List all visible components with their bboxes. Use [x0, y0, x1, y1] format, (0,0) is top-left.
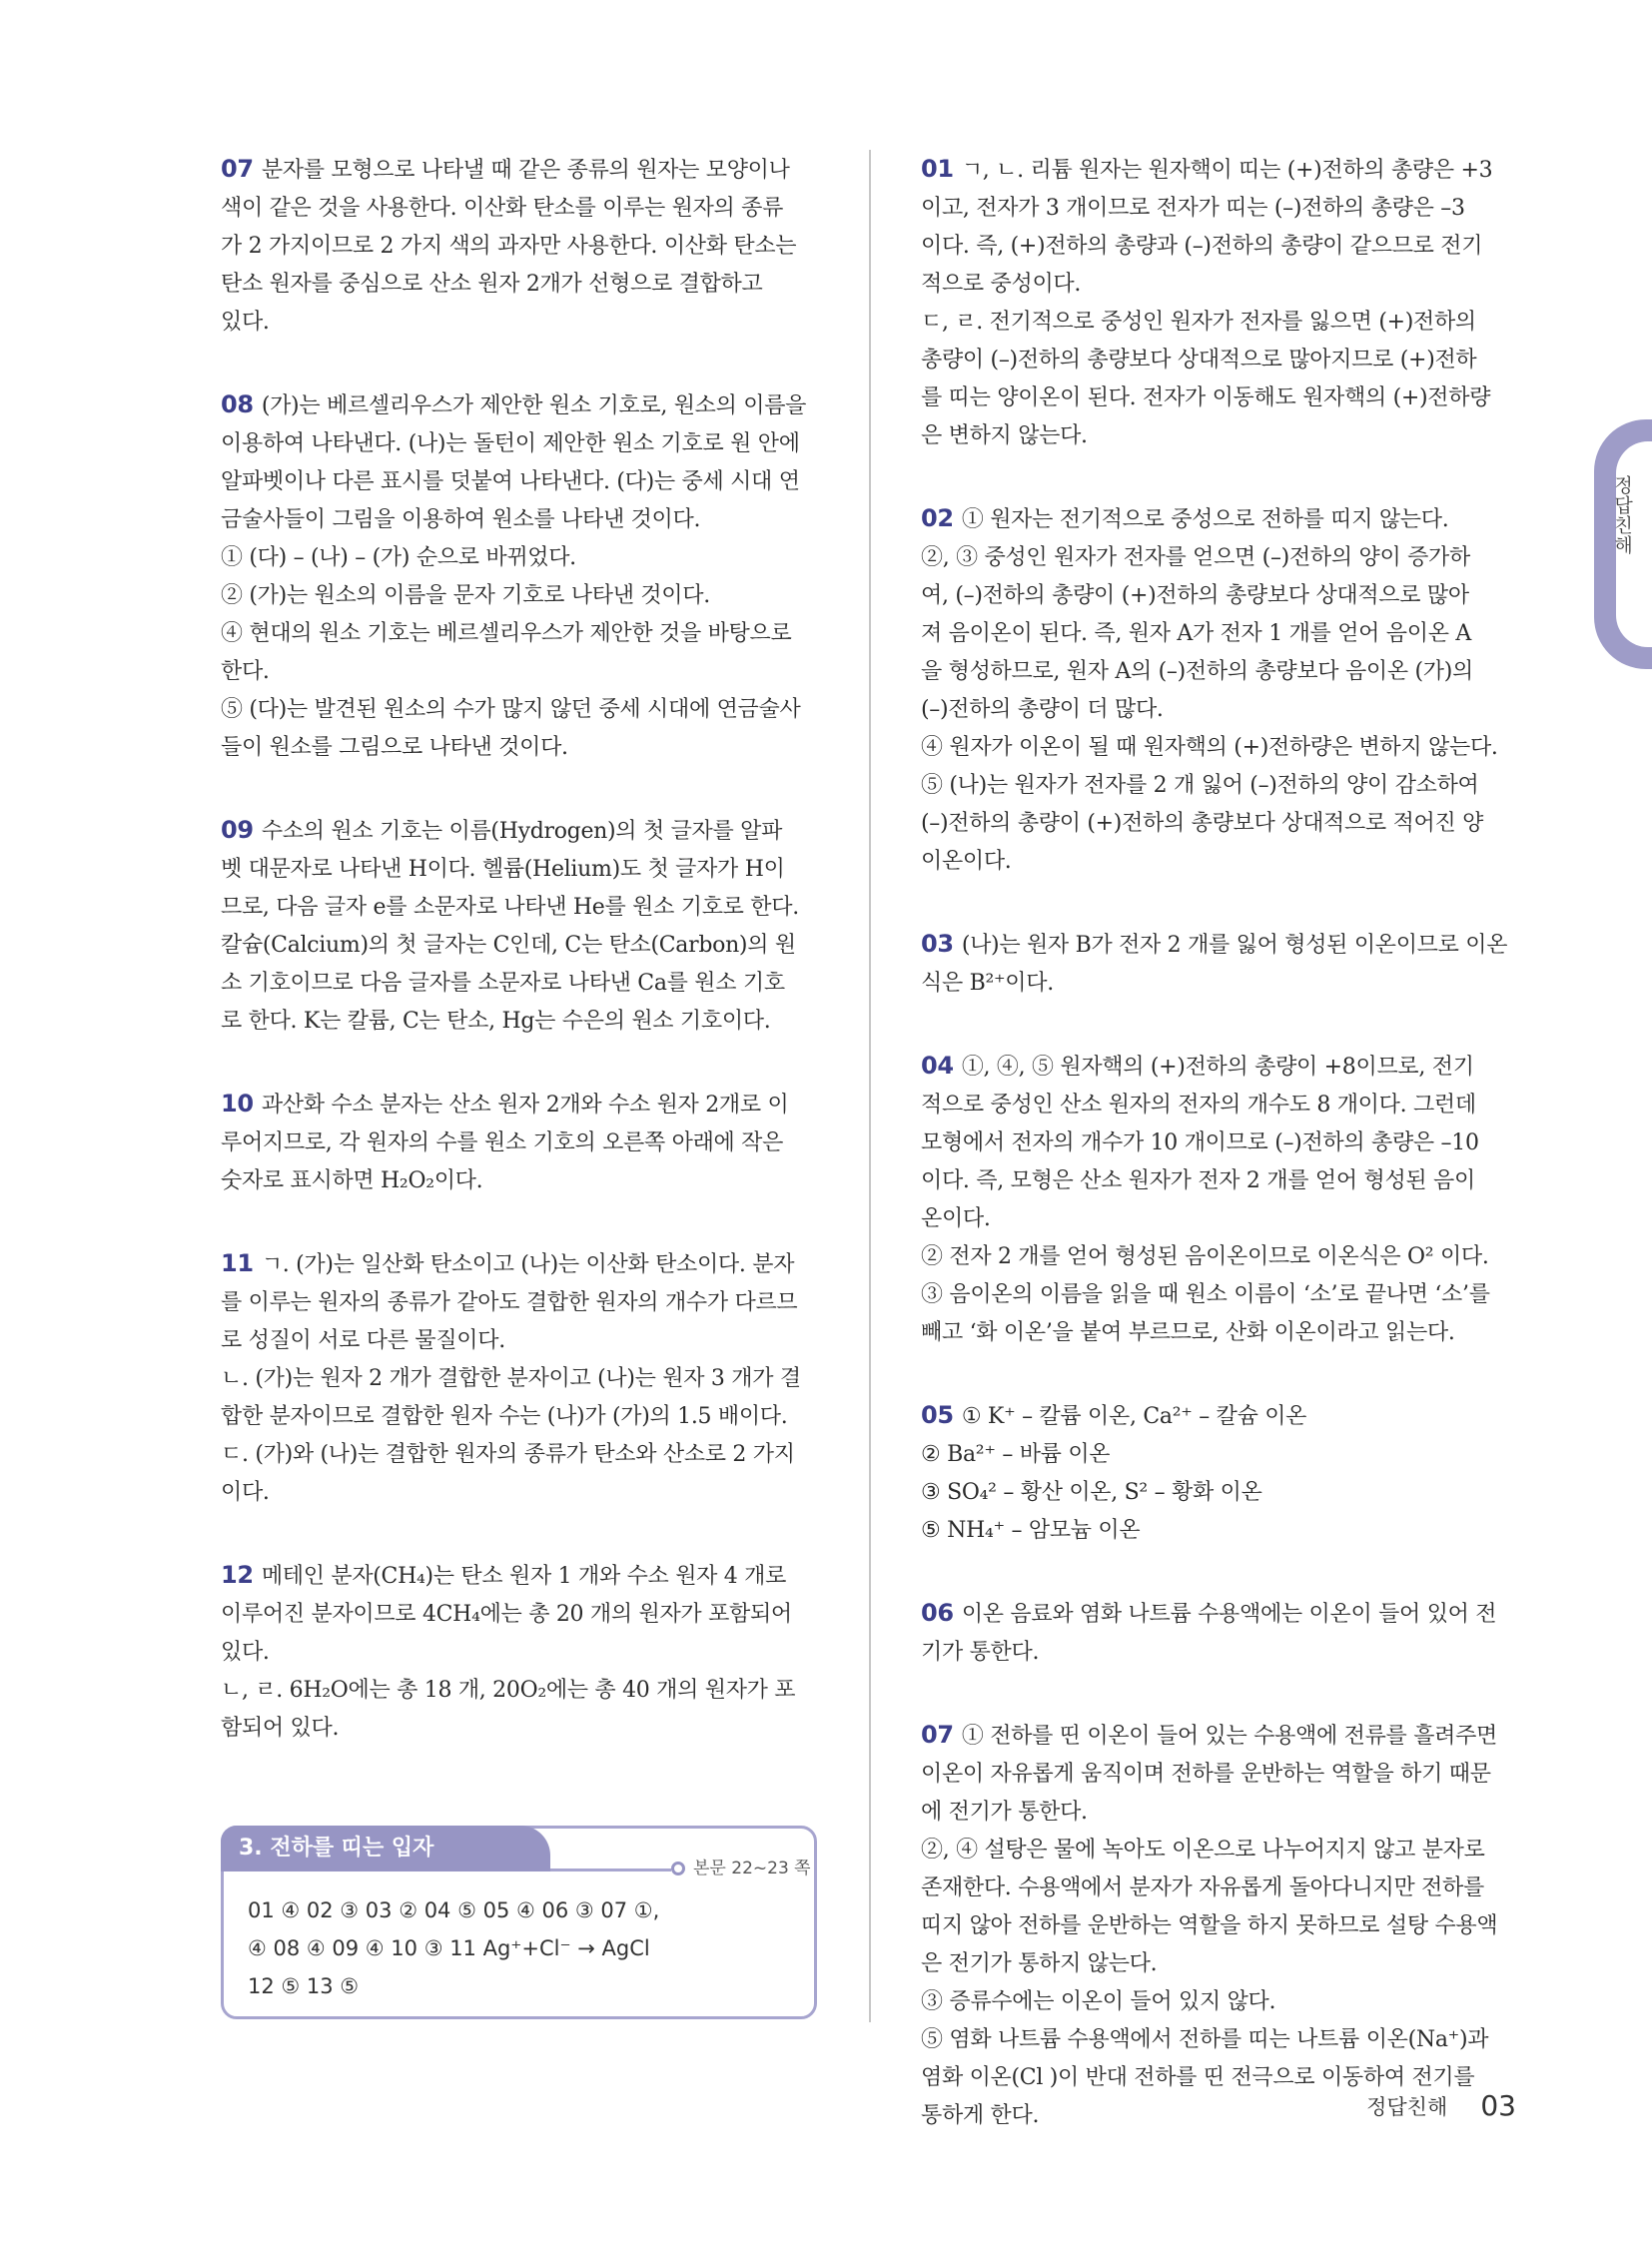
line-text: 로 성질이 서로 다른 물질이다. — [221, 1328, 505, 1353]
answer-entry — [921, 1047, 1518, 1352]
line-text: (–)전하의 총량이 (+)전하의 총량보다 상대적으로 적어진 양 — [921, 811, 1484, 836]
answer-text-line — [921, 1124, 1518, 1162]
line-text: ③ 증류수에는 이온이 들어 있지 않다. — [921, 1989, 1276, 2014]
answer-box-connector — [550, 1868, 671, 1871]
answer-box-content — [248, 1891, 807, 2005]
line-text: 염화 이온(Cl )이 반대 전하를 띤 전극으로 이동하여 전기를 — [921, 2065, 1475, 2090]
line-text: ⑤ (다)는 발견된 원소의 수가 많지 않던 중세 시대에 연금술사 — [221, 697, 801, 722]
answer-box-number: 3. — [239, 1836, 263, 1861]
line-text: 을 형성하므로, 원자 A의 (–)전하의 총량보다 음이온 (가)의 — [921, 659, 1473, 684]
line-text: 이온 음료와 염화 나트륨 수용액에는 이온이 들어 있어 전 — [961, 1602, 1497, 1627]
line-text: 온이다. — [921, 1206, 991, 1231]
line-text: ㄱ. (가)는 일산화 탄소이고 (나)는 이산화 탄소이다. 분자 — [261, 1252, 795, 1277]
answer-text-line — [221, 501, 818, 539]
line-text: 기가 통한다. — [921, 1640, 1040, 1665]
answer-text-line — [921, 1634, 1518, 1672]
answer-text-line — [921, 1276, 1518, 1314]
answer-text-line — [221, 304, 818, 342]
question-number: 08 — [221, 390, 254, 418]
answer-text-line — [921, 1794, 1518, 1832]
line-text: ㄷ. (가)와 (나)는 결합한 원자의 종류가 탄소와 산소로 2 가지 — [221, 1442, 795, 1467]
answer-text-line — [221, 927, 818, 965]
column-divider — [869, 150, 871, 2022]
answer-text-line — [221, 150, 818, 190]
answer-text-line — [221, 1556, 818, 1596]
answer-text-line — [921, 925, 1518, 965]
line-text: ① 원자는 전기적으로 중성으로 전하를 띠지 않는다. — [961, 507, 1449, 532]
line-text: 수소의 원소 기호는 이름(Hydrogen)의 첫 글자를 알파 — [261, 819, 783, 844]
answer-line: 01 ④ 02 ③ 03 ② 04 ⑤ 05 ④ 06 ③ 07 ①, — [248, 1898, 660, 1922]
line-text: ④ 원자가 이온이 될 때 원자핵의 (+)전하량은 변하지 않는다. — [921, 735, 1498, 760]
question-number: 12 — [221, 1561, 254, 1589]
answer-entry — [921, 925, 1518, 1003]
line-text: ①, ④, ⑤ 원자핵의 (+)전하의 총량이 +8이므로, 전기 — [961, 1055, 1474, 1080]
answer-text-line — [221, 1474, 818, 1512]
answer-text-line — [921, 150, 1518, 190]
question-number: 01 — [921, 155, 954, 183]
line-text: ⑤ NH₄⁺ – 암모늄 이온 — [921, 1518, 1141, 1543]
answer-text-line — [221, 1634, 818, 1672]
answer-text-line — [921, 1314, 1518, 1352]
line-text: 이다. 즉, 모형은 산소 원자가 전자 2 개를 얻어 형성된 음이 — [921, 1168, 1475, 1193]
line-text: 식은 B²⁺이다. — [921, 971, 1054, 996]
question-number: 10 — [221, 1090, 254, 1118]
line-text: 이온이다. — [921, 849, 1012, 874]
line-text: 에 전기가 통한다. — [921, 1800, 1088, 1825]
line-text: ① K⁺ – 칼륨 이온, Ca²⁺ – 칼슘 이온 — [961, 1404, 1307, 1429]
answer-text-line — [921, 1238, 1518, 1276]
answer-text-line — [221, 729, 818, 767]
line-text: 이온이 자유롭게 움직이며 전하를 운반하는 역할을 하기 때문 — [921, 1762, 1491, 1787]
answer-text-line — [921, 1756, 1518, 1794]
line-text: (–)전하의 총량이 더 많다. — [921, 697, 1164, 722]
line-text: 모형에서 전자의 개수가 10 개이므로 (–)전하의 총량은 –10 — [921, 1130, 1479, 1155]
line-text: 알파벳이나 다른 표시를 덧붙여 나타낸다. (다)는 중세 시대 연 — [221, 469, 800, 494]
answer-text-line — [221, 1360, 818, 1398]
answer-text-line — [921, 577, 1518, 615]
answer-text-line — [221, 1398, 818, 1436]
answer-text-line — [221, 965, 818, 1003]
answer-text-line — [221, 539, 818, 577]
answer-text-line — [221, 425, 818, 463]
answer-text-line — [921, 1512, 1518, 1550]
question-number: 11 — [221, 1249, 254, 1277]
line-text: 띠지 않아 전하를 운반하는 역할을 하지 못하므로 설탕 수용액 — [921, 1913, 1498, 1938]
answer-text-line — [921, 539, 1518, 577]
line-text: 이고, 전자가 3 개이므로 전자가 띠는 (–)전하의 총량은 –3 — [921, 196, 1465, 221]
line-text: 총량이 (–)전하의 총량보다 상대적으로 많아지므로 (+)전하 — [921, 348, 1477, 373]
line-text: ㄷ, ㄹ. 전기적으로 중성인 원자가 전자를 잃으면 (+)전하의 — [921, 310, 1476, 335]
question-number: 07 — [221, 155, 254, 183]
line-text: 은 변하지 않는다. — [921, 423, 1088, 448]
answer-text-line — [921, 266, 1518, 304]
line-text: 통하게 한다. — [921, 2103, 1040, 2128]
answer-text-line — [921, 499, 1518, 539]
answer-text-line — [921, 342, 1518, 379]
answer-text-line — [921, 304, 1518, 342]
line-text: ④ 현대의 원소 기호는 베르셀리우스가 제안한 것을 바탕으로 — [221, 621, 792, 646]
question-number: 04 — [921, 1052, 954, 1080]
line-text: 루어지므로, 각 원자의 수를 원소 기호의 오른쪽 아래에 작은 — [221, 1130, 784, 1155]
answer-text-line — [221, 851, 818, 889]
line-text: ② Ba²⁺ – 바륨 이온 — [921, 1442, 1111, 1467]
answer-text-line — [921, 965, 1518, 1003]
page-number: 03 — [1480, 2089, 1516, 2122]
answer-text-line — [221, 1672, 818, 1710]
line-text: 로 한다. K는 칼륨, C는 탄소, Hg는 수은의 원소 기호이다. — [221, 1009, 771, 1034]
line-text: ② (가)는 원소의 이름을 문자 기호로 나타낸 것이다. — [221, 583, 710, 608]
answer-text-line — [221, 1322, 818, 1360]
line-text: ② 전자 2 개를 얻어 형성된 음이온이므로 이온식은 O² 이다. — [921, 1244, 1489, 1269]
answer-text-line — [921, 767, 1518, 805]
line-text: ②, ③ 중성인 원자가 전자를 얻으면 (–)전하의 양이 증가하 — [921, 545, 1470, 570]
answer-line: ④ 08 ④ 09 ④ 10 ③ 11 Ag⁺+Cl⁻ → AgCl — [248, 1936, 650, 1960]
answer-text-line — [921, 1594, 1518, 1634]
line-text: 빼고 ‘화 이온’을 붙여 부르므로, 산화 이온이라고 읽는다. — [921, 1320, 1455, 1345]
line-text: 여, (–)전하의 총량이 (+)전하의 총량보다 상대적으로 많아 — [921, 583, 1469, 608]
answer-entry — [921, 1716, 1518, 2135]
answer-text-line — [221, 1162, 818, 1200]
answer-text-line — [221, 889, 818, 927]
answer-text-line — [221, 653, 818, 691]
line-text: 이루어진 분자이므로 4CH₄에는 총 20 개의 원자가 포함되어 — [221, 1602, 792, 1627]
answer-text-line — [921, 729, 1518, 767]
line-text: ⑤ (나)는 원자가 전자를 2 개 잃어 (–)전하의 양이 감소하여 — [921, 773, 1479, 798]
answer-box-tab — [221, 1826, 550, 1871]
line-text: ⑤ 염화 나트륨 수용액에서 전하를 띠는 나트륨 이온(Na⁺)과 — [921, 2027, 1489, 2052]
answer-entry — [221, 150, 818, 342]
answer-text-line — [221, 811, 818, 851]
answer-entry — [921, 150, 1518, 455]
answer-text-line — [221, 1124, 818, 1162]
answer-line: 12 ⑤ 13 ⑤ — [248, 1974, 360, 1998]
line-text: 벳 대문자로 나타낸 H이다. 헬륨(Helium)도 첫 글자가 H이 — [221, 857, 785, 882]
answer-text-line — [921, 1869, 1518, 1907]
line-text: 들이 원소를 그림으로 나타낸 것이다. — [221, 735, 568, 760]
line-text: 함되어 있다. — [221, 1716, 340, 1741]
answer-text-line — [221, 1710, 818, 1748]
answer-text-line — [921, 1396, 1518, 1436]
line-text: ③ 음이온의 이름을 읽을 때 원소 이름이 ‘소’로 끝나면 ‘소’를 — [921, 1282, 1490, 1307]
footer-title: 정답친해 — [1366, 2094, 1448, 2119]
answer-text-line — [921, 228, 1518, 266]
line-text: 져 음이온이 된다. 즉, 원자 A가 전자 1 개를 얻어 음이온 A — [921, 621, 1471, 646]
answer-text-line — [221, 385, 818, 425]
left-column — [221, 150, 818, 1792]
answer-text-line — [221, 615, 818, 653]
line-text: 합한 분자이므로 결합한 원자 수는 (나)가 (가)의 1.5 배이다. — [221, 1404, 788, 1429]
answer-text-line — [221, 266, 818, 304]
answer-entry — [221, 1244, 818, 1512]
answer-box-reference — [671, 1856, 811, 1881]
answer-text-line — [221, 1436, 818, 1474]
answer-text-line — [221, 1284, 818, 1322]
answer-text-line — [921, 1945, 1518, 1983]
line-text: 를 띠는 양이온이 된다. 전자가 이동해도 원자핵의 (+)전하량 — [921, 385, 1491, 410]
question-number: 09 — [221, 816, 254, 844]
answer-text-line — [921, 843, 1518, 881]
answer-text-line — [221, 691, 818, 729]
answer-text-line — [921, 1047, 1518, 1087]
chapter-side-tab — [1594, 419, 1652, 669]
answer-text-line — [921, 1474, 1518, 1512]
line-text: 므로, 다음 글자 e를 소문자로 나타낸 He를 원소 기호로 한다. — [221, 895, 799, 920]
line-text: 숫자로 표시하면 H₂O₂이다. — [221, 1168, 483, 1193]
question-number: 05 — [921, 1401, 954, 1429]
answer-box-title: 전하를 띠는 입자 — [270, 1836, 434, 1861]
line-text: 과산화 수소 분자는 산소 원자 2개와 수소 원자 2개로 이 — [261, 1093, 789, 1118]
line-text: (가)는 베르셀리우스가 제안한 원소 기호로, 원소의 이름을 — [261, 393, 807, 418]
answer-text-line — [921, 1983, 1518, 2021]
answer-text-line — [921, 1087, 1518, 1124]
line-text: 소 기호이므로 다음 글자를 소문자로 나타낸 Ca를 원소 기호 — [221, 971, 785, 996]
line-text: 탄소 원자를 중심으로 산소 원자 2개가 선형으로 결합하고 — [221, 272, 763, 297]
line-text: 메테인 분자(CH₄)는 탄소 원자 1 개와 수소 원자 4 개로 — [261, 1564, 787, 1589]
line-text: ③ SO₄² – 황산 이온, S² – 황화 이온 — [921, 1480, 1262, 1505]
line-text: 적으로 중성인 산소 원자의 전자의 개수도 8 개이다. 그런데 — [921, 1093, 1476, 1118]
right-column — [921, 150, 1518, 2179]
line-text: ㄴ, ㄹ. 6H₂O에는 총 18 개, 20O₂에는 총 40 개의 원자가 포 — [221, 1678, 796, 1703]
answer-text-line — [221, 1596, 818, 1634]
answer-text-line — [921, 805, 1518, 843]
answer-text-line — [921, 190, 1518, 228]
question-number: 06 — [921, 1599, 954, 1627]
line-text: ㄴ. (가)는 원자 2 개가 결합한 분자이고 (나)는 원자 3 개가 결 — [221, 1366, 801, 1391]
answer-text-line — [921, 1716, 1518, 1756]
answer-entry — [221, 1085, 818, 1200]
answer-text-line — [221, 463, 818, 501]
line-text: 가 2 가지이므로 2 가지 색의 과자만 사용한다. 이산화 탄소는 — [221, 234, 797, 259]
side-tab-label: 정답친해 — [1611, 475, 1633, 555]
answer-text-line — [921, 1200, 1518, 1238]
answer-text-line — [921, 1832, 1518, 1869]
line-text: 존재한다. 수용액에서 분자가 자유롭게 돌아다니지만 전하를 — [921, 1875, 1484, 1900]
line-text: 칼슘(Calcium)의 첫 글자는 C인데, C는 탄소(Carbon)의 원 — [221, 933, 796, 958]
answer-text-line — [221, 1085, 818, 1124]
question-number: 07 — [921, 1721, 954, 1749]
answer-entry — [221, 1556, 818, 1748]
line-text: 있다. — [221, 310, 270, 335]
answer-text-line — [221, 1003, 818, 1041]
answer-entry — [221, 385, 818, 767]
line-text: 이용하여 나타낸다. (나)는 돌턴이 제안한 원소 기호로 원 안에 — [221, 431, 800, 456]
answer-text-line — [221, 577, 818, 615]
line-text: 있다. — [221, 1640, 270, 1665]
question-number: 02 — [921, 504, 954, 532]
line-text: (나)는 원자 B가 전자 2 개를 잃어 형성된 이온이므로 이온 — [961, 933, 1508, 958]
answer-entry — [921, 499, 1518, 881]
line-text: 이다. — [221, 1480, 270, 1505]
line-text: 분자를 모형으로 나타낼 때 같은 종류의 원자는 모양이나 — [261, 158, 790, 183]
answer-text-line — [921, 379, 1518, 417]
answer-text-line — [221, 190, 818, 228]
answer-text-line — [921, 2021, 1518, 2059]
answer-text-line — [921, 653, 1518, 691]
line-text: 이다. 즉, (+)전하의 총량과 (–)전하의 총량이 같으므로 전기 — [921, 234, 1483, 259]
line-text: ②, ④ 설탕은 물에 녹아도 이온으로 나누어지지 않고 분자로 — [921, 1838, 1485, 1863]
line-text: 한다. — [221, 659, 270, 684]
answer-text-line — [921, 1162, 1518, 1200]
line-text: 적으로 중성이다. — [921, 272, 1082, 297]
question-number: 03 — [921, 930, 954, 958]
line-text: 색이 같은 것을 사용한다. 이산화 탄소를 이루는 원자의 종류 — [221, 196, 784, 221]
answer-entry — [221, 811, 818, 1041]
answer-text-line — [221, 228, 818, 266]
line-text: 금술사들이 그림을 이용하여 원소를 나타낸 것이다. — [221, 507, 701, 532]
answer-text-line — [921, 691, 1518, 729]
reference-dot-icon — [671, 1862, 685, 1875]
answer-text-line — [921, 1436, 1518, 1474]
answer-text-line — [921, 615, 1518, 653]
page-footer — [1366, 2089, 1516, 2122]
line-text: 를 이루는 원자의 종류가 같아도 결합한 원자의 개수가 다르므 — [221, 1290, 798, 1315]
line-text: 은 전기가 통하지 않는다. — [921, 1951, 1158, 1976]
line-text: ㄱ, ㄴ. 리튬 원자는 원자핵이 띠는 (+)전하의 총량은 +3 — [961, 158, 1493, 183]
line-text: ① 전하를 띤 이온이 들어 있는 수용액에 전류를 흘려주면 — [961, 1724, 1498, 1749]
answer-text-line — [221, 1244, 818, 1284]
answer-entry — [921, 1396, 1518, 1550]
answer-text-line — [921, 417, 1518, 455]
answer-text-line — [921, 1907, 1518, 1945]
line-text: ① (다) – (나) – (가) 순으로 바뀌었다. — [221, 545, 576, 570]
reference-text: 본문 22~23 쪽 — [693, 1859, 811, 1878]
answer-entry — [921, 1594, 1518, 1672]
